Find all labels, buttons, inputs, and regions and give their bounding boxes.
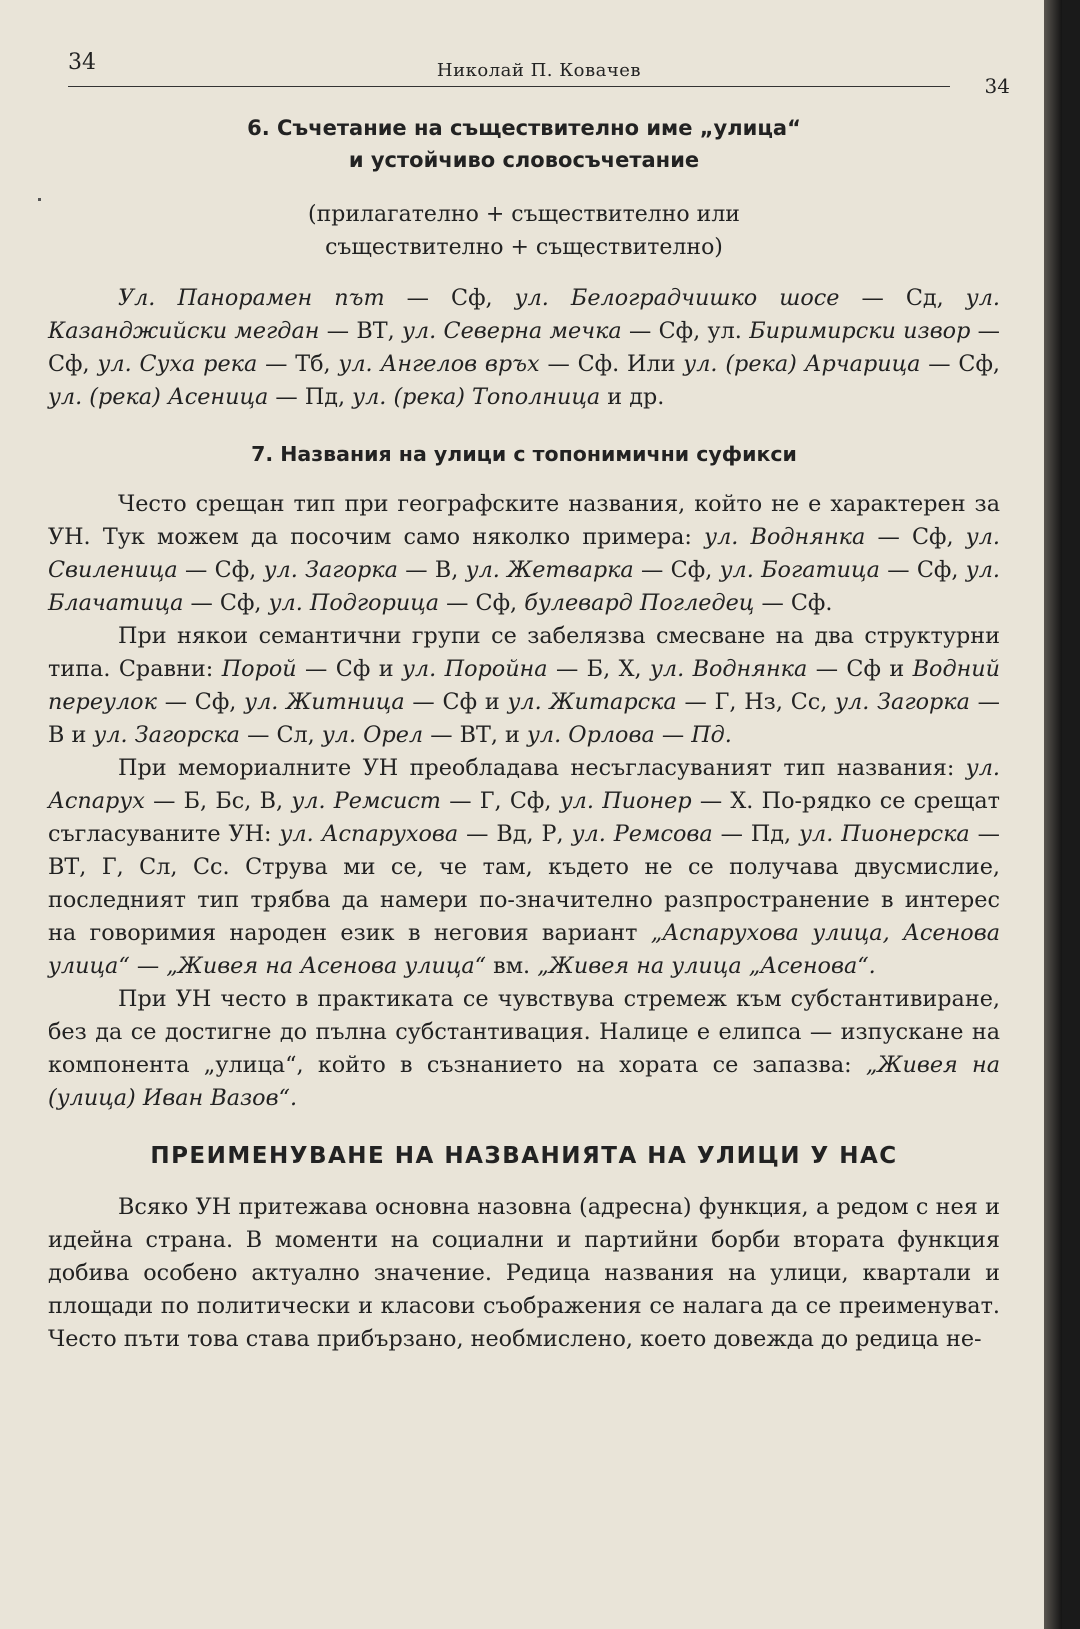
italic-run: ул. Загорка	[263, 557, 398, 583]
italic-run: ул. Орел	[321, 722, 424, 748]
text-run: — Пд,	[268, 384, 353, 410]
italic-run: ул. Блачатица	[48, 557, 1000, 616]
italic-run: ул. Орлова	[526, 722, 655, 748]
italic-run: ул. Загорска	[93, 722, 240, 748]
italic-run: ул. Пионер	[559, 788, 692, 814]
section7-paragraph-3	[48, 752, 1000, 983]
text-run: — Сф и	[807, 656, 913, 682]
italic-run: ул. Поройна	[402, 656, 548, 682]
italic-run: ул. Ремсова	[571, 821, 713, 847]
italic-run: ул. Аспарух	[48, 755, 1000, 814]
text-run: — Вд, Р,	[458, 821, 572, 847]
section7-paragraph-1	[48, 488, 1000, 620]
text-run: — Сф,	[920, 351, 1001, 377]
italic-run: Ул. Панорамен път	[118, 285, 385, 311]
text-run: При мемориалните УН преобладава несъгласуваният тип названия:	[118, 755, 966, 781]
text-run: — ВТ,	[319, 318, 402, 344]
text-run: —	[129, 953, 167, 979]
text-run: — Тб,	[257, 351, 339, 377]
text-run: — Сф,	[633, 557, 720, 583]
italic-run: ул. (река) Асеница	[48, 384, 269, 410]
running-author: Николай П. Ковачев	[436, 60, 642, 81]
text-run: — Сф и	[296, 656, 402, 682]
text-run: — В,	[397, 557, 466, 583]
text-run: — Г, Нз, Сс,	[676, 689, 836, 715]
text-run: и др.	[600, 384, 665, 410]
text-run: — ВТ, Г, Сл, Сс. Струва ми се, че там, където не се получава двусмислие, последният тип трябва да намери по-значително разпространение в интерес на говоримия народен език в неговия вариант	[48, 821, 1000, 946]
section6-title-line1: 6. Съчетание на съществително име „улица“	[247, 116, 801, 140]
italic-run: Пд.	[691, 722, 732, 748]
text-run: — Сф, ул.	[621, 318, 750, 344]
italic-run: ул. Пионерска	[799, 821, 970, 847]
italic-run: „Живея на (улица) Иван Вазов“.	[48, 1052, 1000, 1111]
text-run: — Сф,	[865, 524, 966, 550]
text-run: — Сф. Или	[539, 351, 684, 377]
section6-subtitle-line1: (прилагателно + съществително или	[308, 202, 740, 227]
italic-run: ул. Ангелов връх	[338, 351, 540, 377]
text-run: При някои семантични групи се забелязва смесване на два структурни типа. Сравни:	[48, 623, 1000, 682]
section6-subtitle-line2: съществително + съществително)	[325, 235, 723, 260]
text-run: — Сф,	[879, 557, 966, 583]
italic-run: ул. Подгорица	[268, 590, 440, 616]
page-number: 34	[68, 50, 96, 75]
italic-run: ул. Аспарухова	[279, 821, 459, 847]
section7-paragraph-4	[48, 983, 1000, 1115]
italic-run: ул. Житарска	[507, 689, 677, 715]
renaming-heading: ПРЕИМЕНУВАНЕ НА НАЗВАНИЯТА НА УЛИЦИ У НАС	[150, 1143, 898, 1169]
italic-run: „Живея на Асенова улица“	[166, 953, 487, 979]
italic-run: ул. Казанджийски мегдан	[48, 285, 1000, 344]
italic-run: Биримирски извор	[749, 318, 971, 344]
italic-run: „Аспарухова улица, Асенова улица“	[48, 920, 1000, 979]
text-run: — ВТ, и	[423, 722, 527, 748]
italic-run: ул. Жетварка	[465, 557, 634, 583]
text-run: вм.	[486, 953, 538, 979]
italic-run: ул. Белоградчишко шосе	[514, 285, 840, 311]
text-run: — Х. По-рядко се срещат съгласуваните УН:	[48, 788, 1000, 847]
text-run: — В и	[48, 689, 1000, 748]
italic-run: ул. (река) Тополница	[352, 384, 601, 410]
italic-run: ул. Богатица	[719, 557, 880, 583]
text-run: — Сф,	[439, 590, 525, 616]
italic-run: ул. Житница	[244, 689, 405, 715]
text-run: — Сф,	[177, 557, 264, 583]
text-run: — Пд,	[712, 821, 800, 847]
book-spine	[1044, 0, 1062, 1629]
italic-run: Водний переулок	[48, 656, 1000, 715]
italic-run: „Живея на улица „Асенова“.	[537, 953, 876, 979]
text-run: — Б, Х,	[547, 656, 650, 682]
text-run: —	[654, 722, 692, 748]
italic-run: ул. Воднянка	[704, 524, 866, 550]
italic-run: ул. Воднянка	[649, 656, 808, 682]
section7-paragraph-2	[48, 620, 1000, 752]
italic-run: ул. Свиленица	[48, 524, 1000, 583]
section6-subtitle	[48, 198, 1000, 264]
text-run: — Б, Бс, В,	[144, 788, 292, 814]
text-run: — Сл,	[239, 722, 322, 748]
renaming-paragraph: Всяко УН притежава основна назовна (адресна) функция, а редом с нея и идейна страна. В моменти на социални и партийни борби втората функция добива особено актуално значение. Редица названия на улици, квартали и площади по политически и класови съображения се налага да се преименуват. Често пъти това става прибързано, необмислено, което довежда до редица не-	[48, 1194, 1000, 1352]
text-run: — Сф,	[384, 285, 515, 311]
section6-title-line2: и устойчиво словосъчетание	[348, 148, 700, 172]
italic-run: ул. Северна мечка	[402, 318, 622, 344]
text-run: — Сф,	[156, 689, 245, 715]
page-body	[48, 112, 1000, 1356]
text-run: Често срещан тип при географските названия, който не е характерен за УН. Тук можем да посочим само няколко примера:	[48, 491, 1000, 550]
section7-title: 7. Названия на улици с топонимични суфикси	[251, 442, 797, 466]
italic-run: ул. (река) Арчарица	[683, 351, 921, 377]
italic-run: ул. Суха река	[97, 351, 258, 377]
text-run: — Сф и	[404, 689, 508, 715]
text-run: — Сф,	[48, 318, 1000, 377]
text-run: При УН често в практиката се чувствува стремеж към субстантивиране, без да се достигне до пълна субстантивация. Налице е елипса — изпускане на компонента „улица“, който в съзнанието на хората се запазва:	[48, 986, 1000, 1078]
text-run: — Сд,	[839, 285, 966, 311]
italic-run: булевард Погледец	[524, 590, 755, 616]
running-header	[68, 50, 1010, 98]
italic-run: Порой	[221, 656, 297, 682]
text-run: — Г, Сф,	[440, 788, 560, 814]
margin-mark	[38, 198, 41, 201]
page-number-right: 34	[984, 74, 1010, 98]
italic-run: ул. Ремсист	[291, 788, 441, 814]
text-run: — Сф.	[754, 590, 833, 616]
section6-paragraph	[48, 282, 1000, 414]
italic-run: ул. Загорка	[835, 689, 970, 715]
text-run: — Сф,	[183, 590, 269, 616]
header-rule	[68, 86, 950, 87]
